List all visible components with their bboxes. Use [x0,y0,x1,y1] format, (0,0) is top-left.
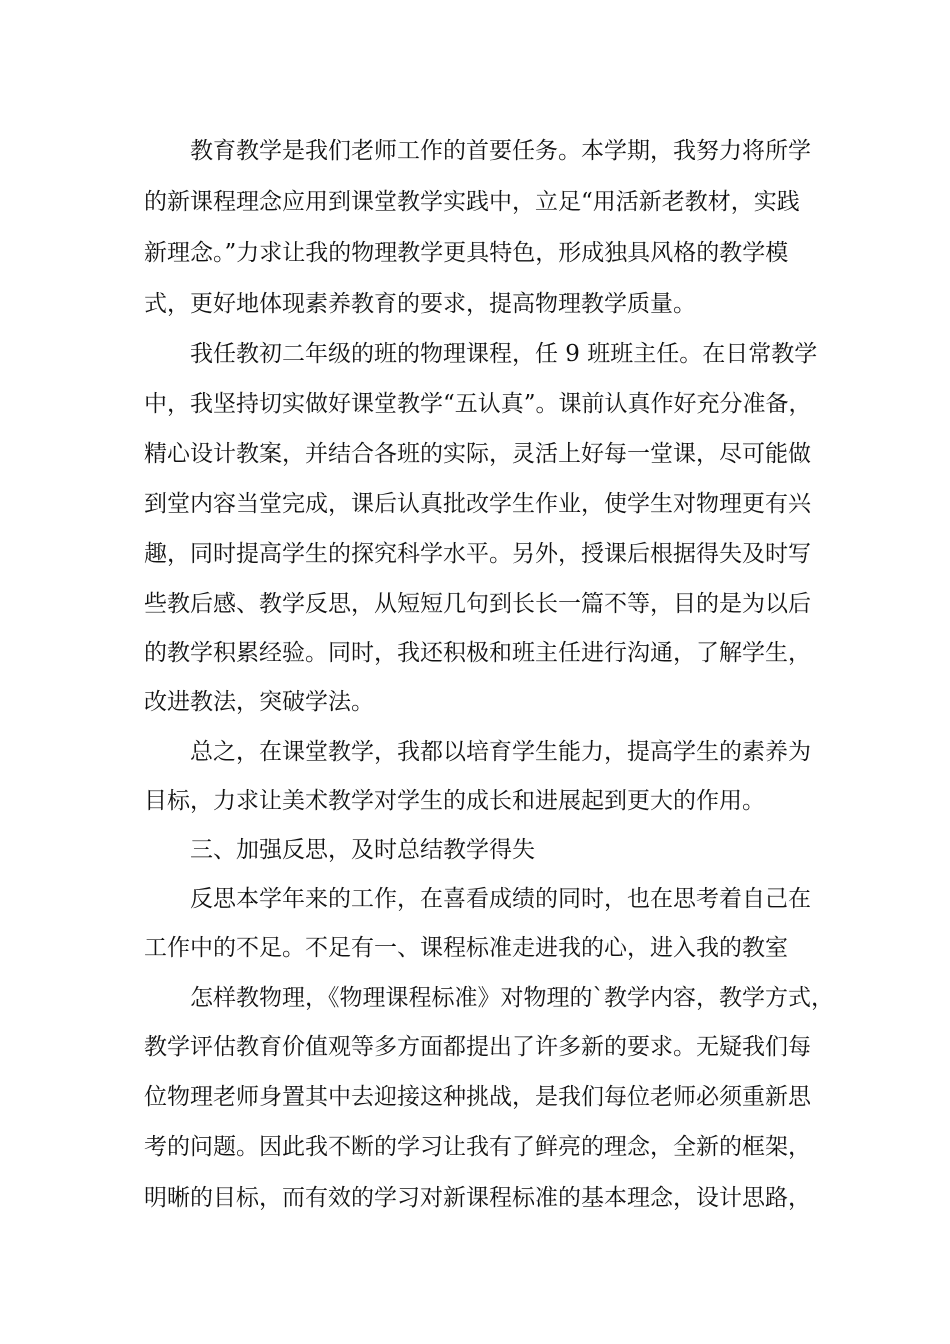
paragraph-5-line-2: 教学评估教育价值观等多方面都提出了许多新的要求。无疑我们每 [144,1034,811,1060]
paragraph-2-line-8: 改进教法，突破学法。 [144,689,374,715]
paragraph-5-line-1: 怎样教物理，《物理课程标准》对物理的`教学内容，教学方式， [190,985,834,1011]
paragraph-2-line-1: 我任教初二年级的班的物理课程，任 9 班班主任。在日常教学 [190,341,818,367]
paragraph-2-line-7: 的教学积累经验。同时，我还积极和班主任进行沟通，了解学生， [144,640,811,666]
paragraph-1-line-1: 教育教学是我们老师工作的首要任务。本学期，我努力将所学 [190,138,811,164]
paragraph-4-line-2: 工作中的不足。不足有一、课程标准走进我的心，进入我的教室 [144,935,788,961]
paragraph-1-line-2: 的新课程理念应用到课堂教学实践中，立足“用活新老教材，实践 [144,189,800,215]
paragraph-3-line-1: 总之，在课堂教学，我都以培育学生能力，提高学生的素养为 [190,739,811,765]
paragraph-1-line-4: 式，更好地体现素养教育的要求，提高物理教学质量。 [144,291,696,317]
paragraph-2-line-3: 精心设计教案，并结合各班的实际，灵活上好每一堂课，尽可能做 [144,441,811,467]
paragraph-2-line-5: 趣，同时提高学生的探究科学水平。另外，授课后根据得失及时写 [144,541,811,567]
paragraph-5-line-4: 考的问题。因此我不断的学习让我有了鲜亮的理念，全新的框架， [144,1134,811,1160]
paragraph-4-line-1: 反思本学年来的工作，在喜看成绩的同时，也在思考着自己在 [190,886,811,912]
section-heading: 三、加强反思，及时总结教学得失 [190,837,535,863]
paragraph-2-line-4: 到堂内容当堂完成，课后认真批改学生作业，使学生对物理更有兴 [144,491,811,517]
paragraph-3-line-2: 目标，力求让美术教学对学生的成长和进展起到更大的作用。 [144,788,765,814]
paragraph-2-line-2: 中，我坚持切实做好课堂教学“五认真”。课前认真作好充分准备， [144,391,812,417]
paragraph-1-line-3: 新理念。”力求让我的物理教学更具特色，形成独具风格的教学模 [144,240,789,266]
paragraph-5-line-5: 明晰的目标，而有效的学习对新课程标准的基本理念，设计思路， [144,1185,811,1211]
paragraph-5-line-3: 位物理老师身置其中去迎接这种挑战，是我们每位老师必须重新思 [144,1084,811,1110]
paragraph-2-line-6: 些教后感、教学反思，从短短几句到长长一篇不等，目的是为以后 [144,591,811,617]
